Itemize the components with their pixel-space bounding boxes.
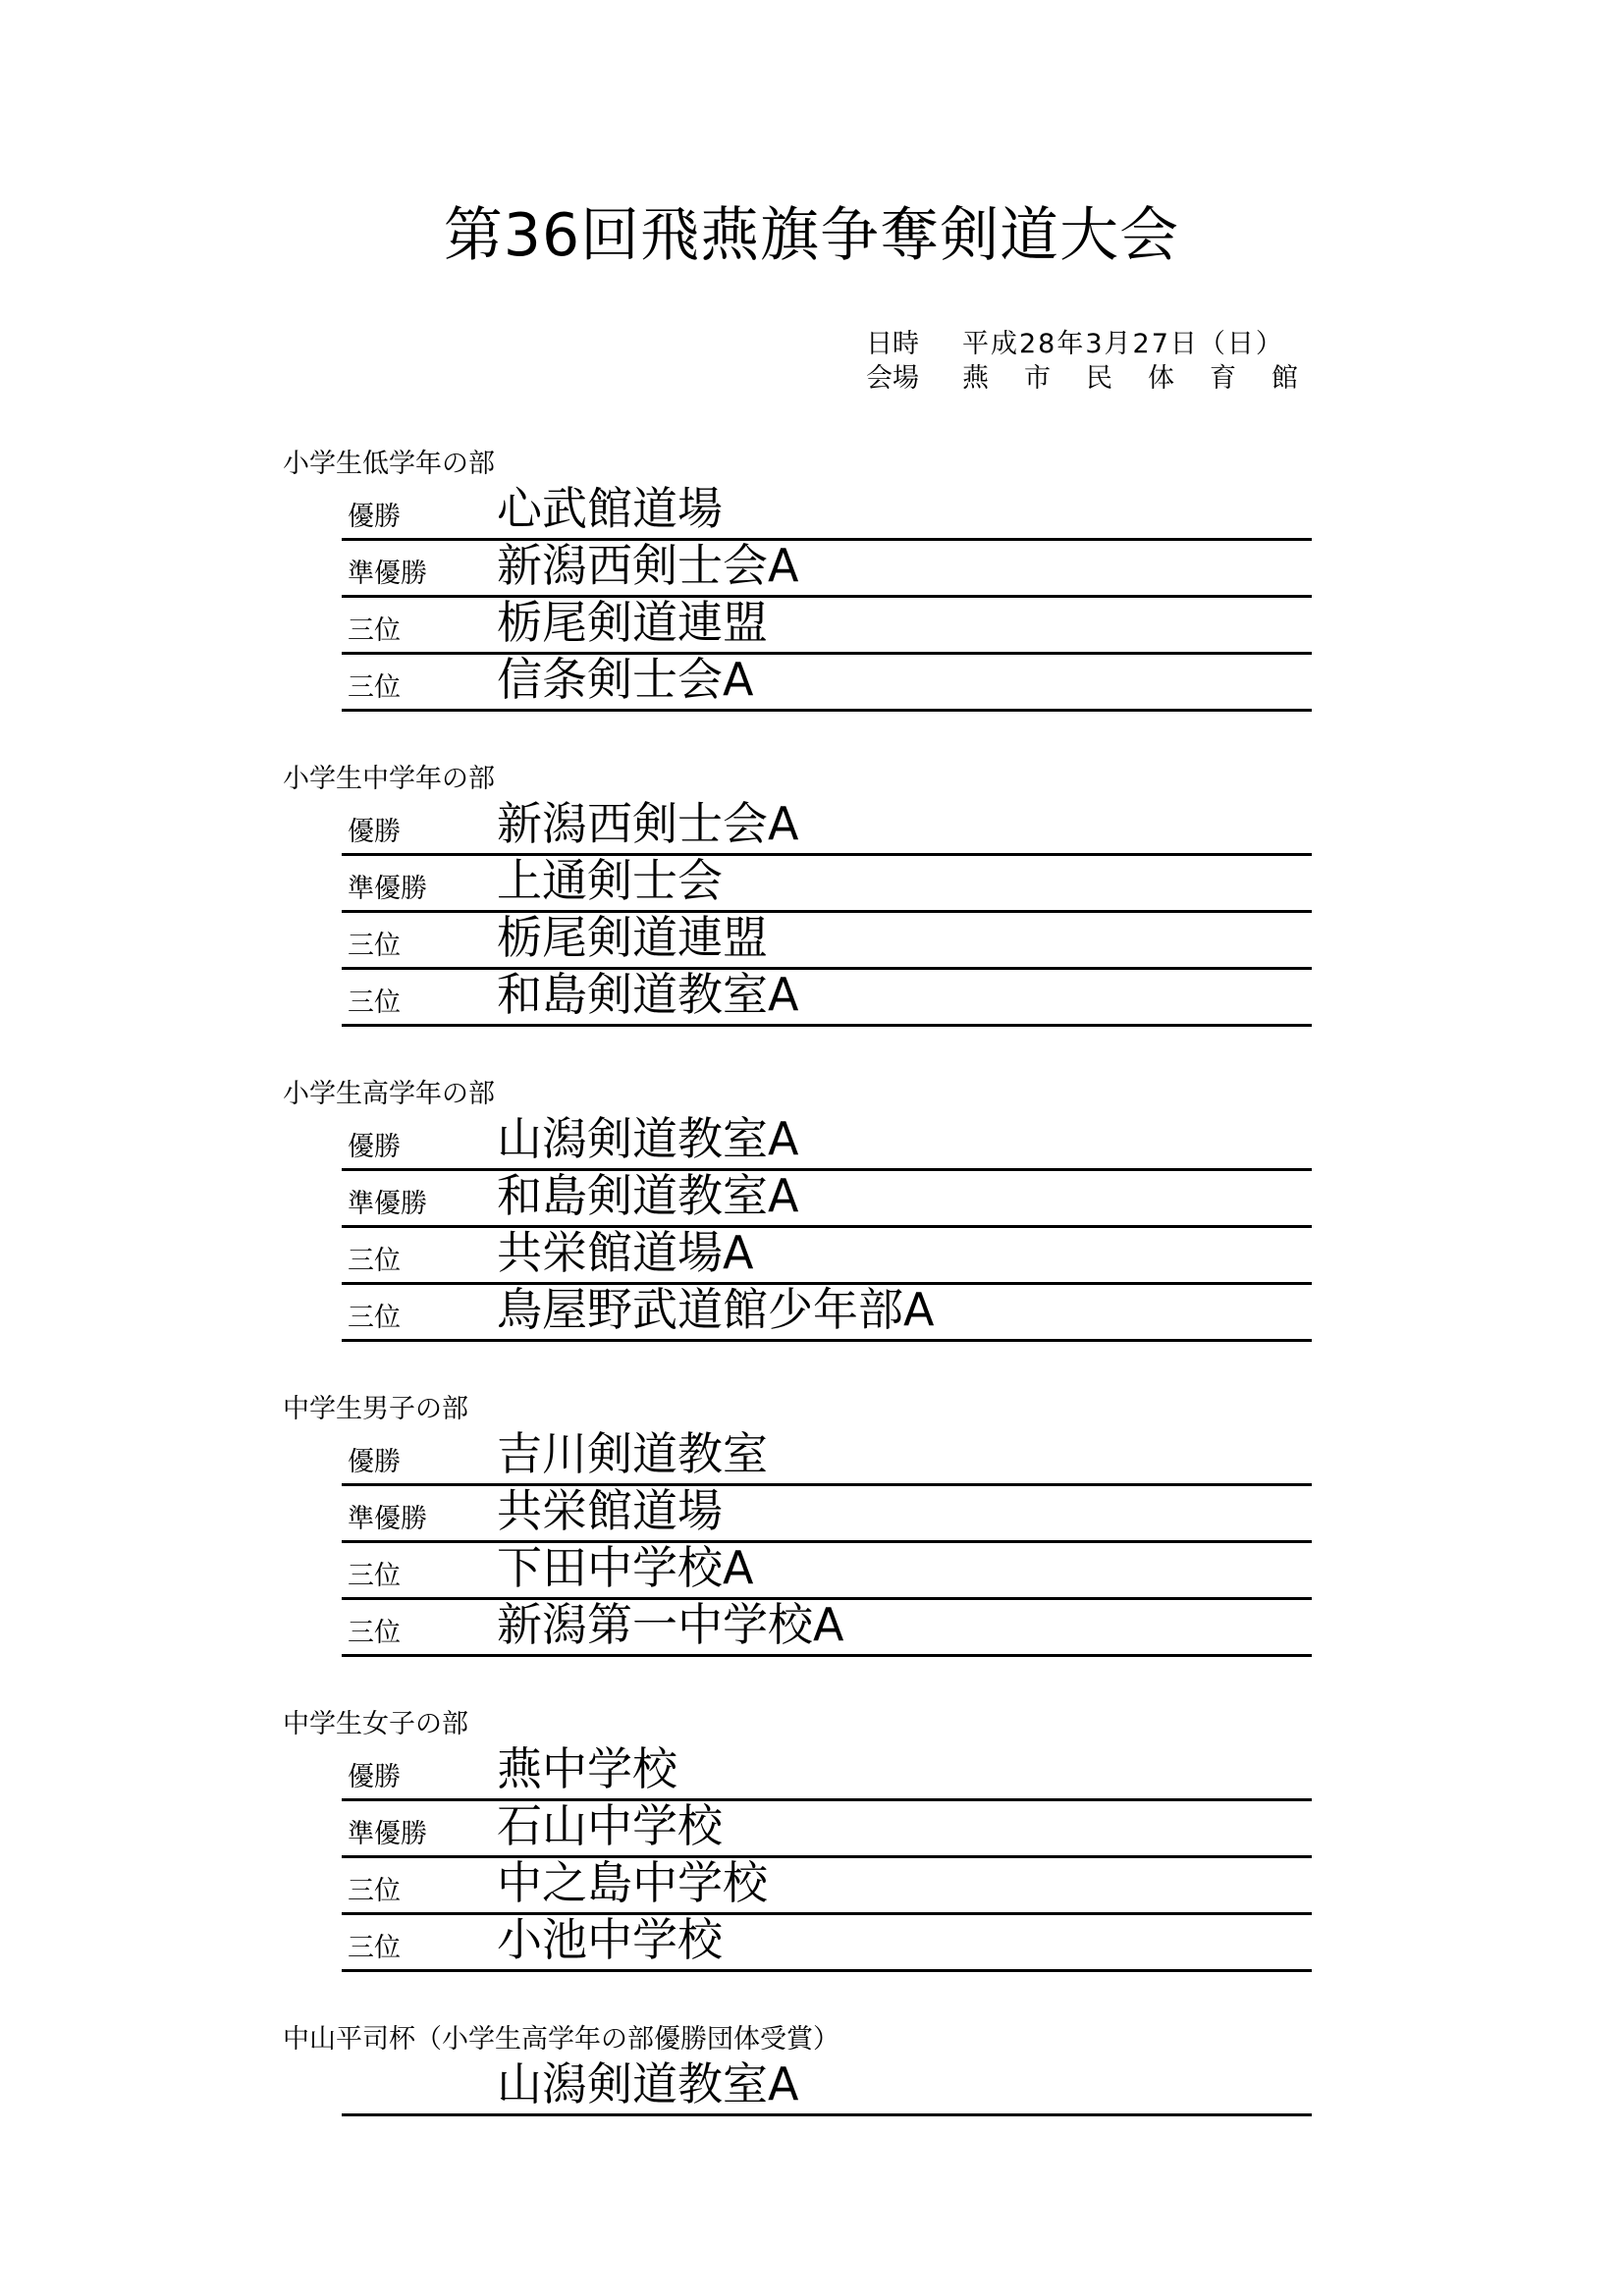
- result-row: [342, 1426, 1312, 1486]
- team-name: 新潟西剣士会A: [497, 539, 799, 592]
- team-name: 栃尾剣道連盟: [497, 911, 768, 964]
- section-title: 小学生中学年の部: [283, 764, 495, 794]
- section-title: 中学生女子の部: [283, 1709, 468, 1739]
- team-name: 鳥屋野武道館少年部A: [497, 1283, 935, 1336]
- result-row: [342, 1225, 1312, 1285]
- team-name: 中之島中学校: [497, 1856, 768, 1909]
- result-row: [342, 1282, 1312, 1342]
- rank-label: 三位: [348, 672, 401, 703]
- rank-label: 準優勝: [348, 1819, 427, 1849]
- venue-char: 館: [1271, 363, 1298, 394]
- rank-label: 優勝: [348, 502, 401, 532]
- result-row: [342, 595, 1312, 655]
- team-name: 小池中学校: [497, 1913, 723, 1966]
- result-row: [342, 652, 1312, 712]
- rank-label: 優勝: [348, 817, 401, 847]
- team-name: 上通剣士会: [497, 854, 723, 907]
- team-name: 和島剣道教室A: [497, 968, 799, 1021]
- team-name: 石山中学校: [497, 1799, 723, 1852]
- team-name: 心武館道場: [497, 482, 723, 535]
- result-row: [342, 910, 1312, 970]
- team-name: 山潟剣道教室A: [497, 2057, 799, 2110]
- rank-label: 三位: [348, 1561, 401, 1591]
- result-row: [342, 1798, 1312, 1858]
- rank-label: 三位: [348, 988, 401, 1018]
- team-name: 和島剣道教室A: [497, 1169, 799, 1222]
- section-title: 小学生低学年の部: [283, 449, 495, 479]
- team-name: 共栄館道場A: [497, 1226, 754, 1279]
- venue-value: [962, 361, 1298, 397]
- team-name: 信条剣士会A: [497, 653, 754, 706]
- result-row: [342, 1168, 1312, 1228]
- venue-char: 体: [1148, 363, 1174, 394]
- rank-label: 準優勝: [348, 874, 427, 904]
- result-row: [342, 481, 1312, 541]
- rank-label: 三位: [348, 1618, 401, 1648]
- result-row: [342, 1912, 1312, 1972]
- event-venue: [866, 361, 1318, 397]
- venue-label: 会場: [866, 363, 919, 394]
- result-row: [342, 2056, 1312, 2116]
- team-name: 燕中学校: [497, 1742, 677, 1795]
- rank-label: 準優勝: [348, 1189, 427, 1219]
- rank-label: 準優勝: [348, 559, 427, 589]
- result-row: [342, 796, 1312, 856]
- date-value: 平成28年3月27日（日）: [962, 329, 1284, 359]
- result-row: [342, 1855, 1312, 1915]
- team-name: 山潟剣道教室A: [497, 1112, 799, 1165]
- section-title: 中学生男子の部: [283, 1394, 468, 1424]
- section-title: 小学生高学年の部: [283, 1079, 495, 1109]
- result-row: [342, 1111, 1312, 1171]
- result-row: [342, 1483, 1312, 1543]
- rank-label: 三位: [348, 1303, 401, 1333]
- rank-label: 三位: [348, 931, 401, 961]
- result-row: [342, 1597, 1312, 1657]
- rank-label: 三位: [348, 1876, 401, 1906]
- result-row: [342, 1741, 1312, 1801]
- result-row: [342, 853, 1312, 913]
- rank-label: 準優勝: [348, 1504, 427, 1534]
- team-name: 吉川剣道教室: [497, 1427, 768, 1480]
- rank-label: 三位: [348, 1246, 401, 1276]
- result-row: [342, 538, 1312, 598]
- venue-char: 市: [1024, 363, 1051, 394]
- rank-label: 優勝: [348, 1762, 401, 1792]
- venue-char: 育: [1210, 363, 1236, 394]
- team-name: 共栄館道場: [497, 1484, 723, 1537]
- venue-char: 燕: [962, 363, 989, 394]
- section-title: 中山平司杯（小学生高学年の部優勝団体受賞）: [283, 2024, 839, 2055]
- team-name: 新潟第一中学校A: [497, 1598, 844, 1651]
- result-row: [342, 967, 1312, 1027]
- rank-label: 優勝: [348, 1132, 401, 1162]
- venue-char: 民: [1086, 363, 1112, 394]
- team-name: 下田中学校A: [497, 1541, 754, 1594]
- date-label: 日時: [866, 329, 919, 359]
- rank-label: 優勝: [348, 1447, 401, 1477]
- team-name: 新潟西剣士会A: [497, 797, 799, 850]
- rank-label: 三位: [348, 1933, 401, 1963]
- result-row: [342, 1540, 1312, 1600]
- team-name: 栃尾剣道連盟: [497, 596, 768, 649]
- rank-label: 三位: [348, 615, 401, 646]
- page-title: 第36回飛燕旗争奪剣道大会: [443, 201, 1180, 270]
